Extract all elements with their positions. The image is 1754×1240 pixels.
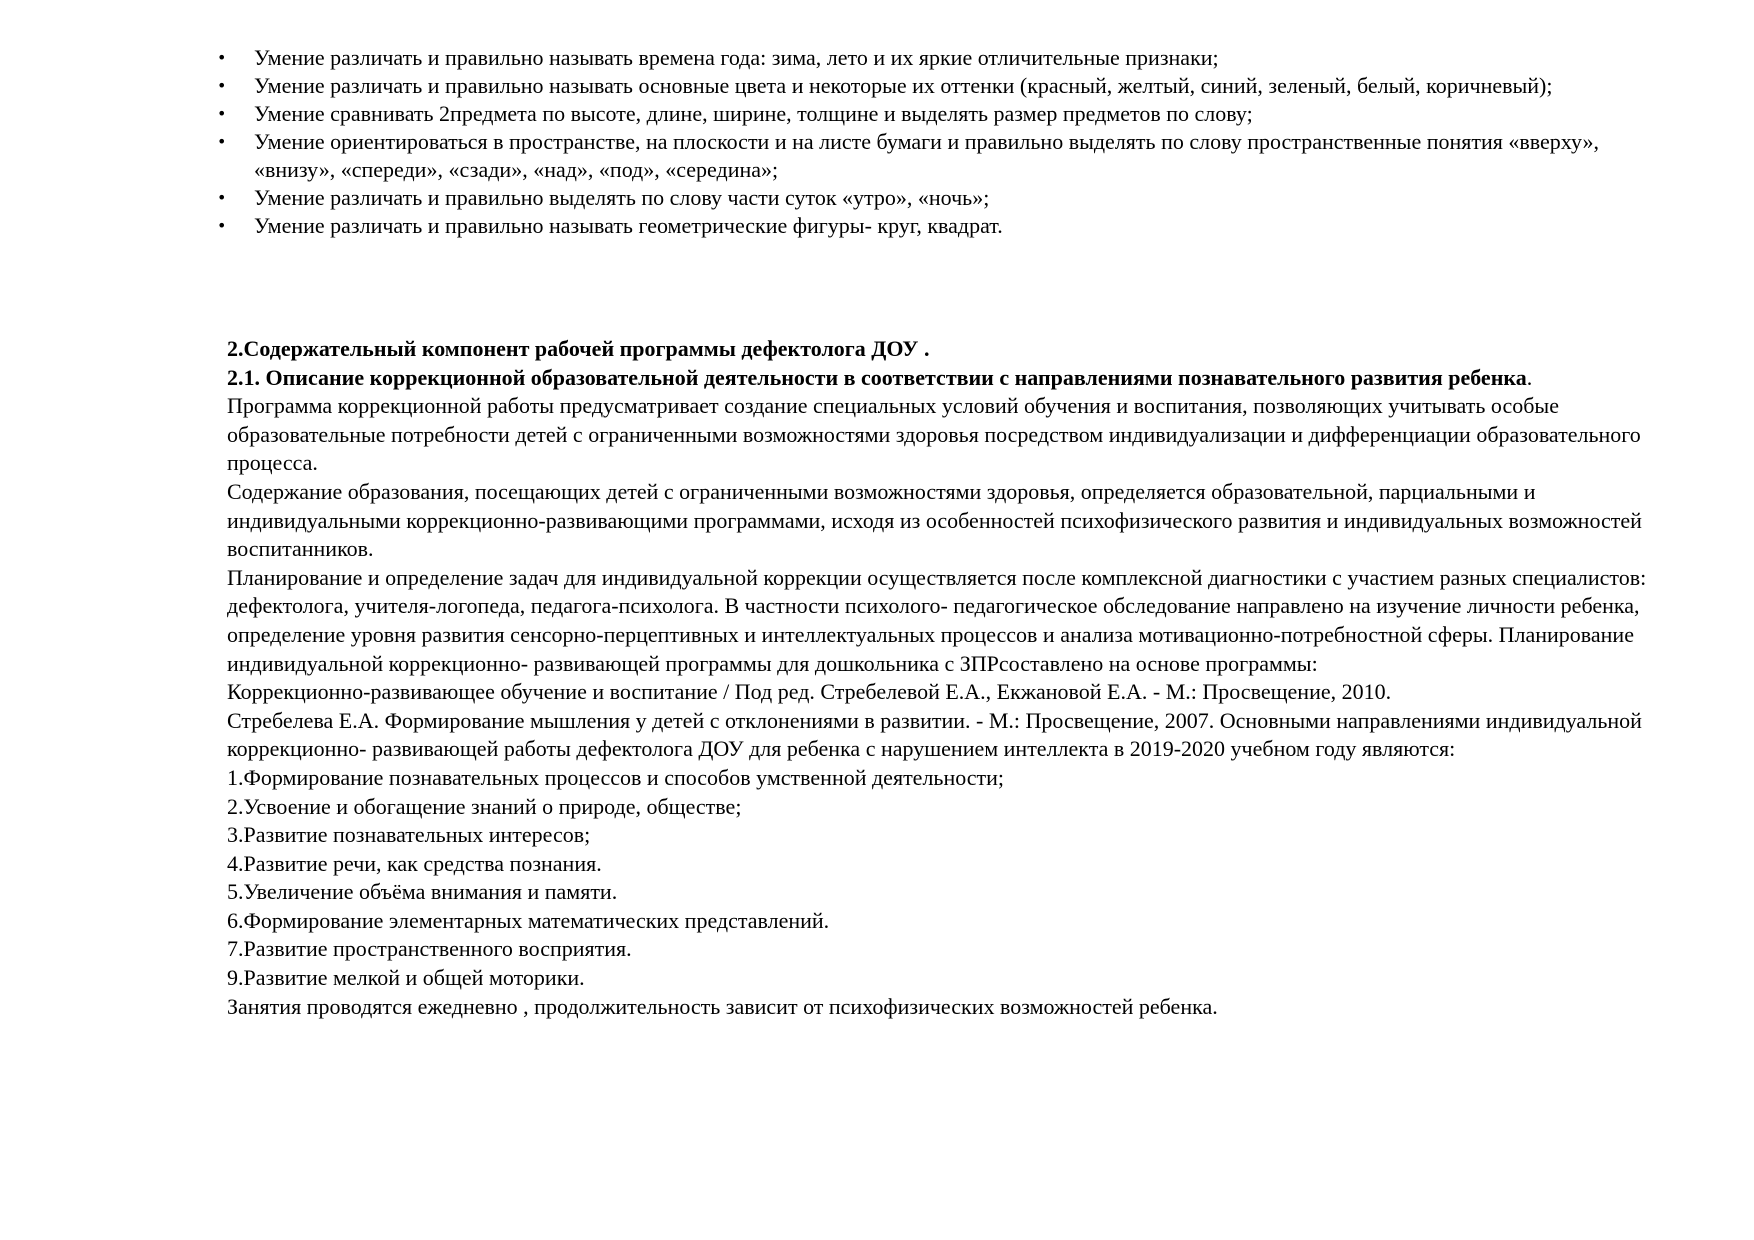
direction-item: 3.Развитие познавательных интересов; — [227, 822, 591, 848]
section-heading: 2.Содержательный компонент рабочей программы дефектолога ДОУ . — [227, 336, 930, 361]
paragraph-reference-2: Стребелева Е.А. Формирование мышления у детей с отклонениями в развитии. - М.: Просвещение, 2007. Основными направлениями индивидуальной коррекционно- развивающей работы дефектолога ДОУ для ребенка с нарушением интеллекта в 2019-2020 учебном году являются: — [227, 707, 1642, 762]
direction-item: 2.Усвоение и обогащение знаний о природе, обществе; — [227, 793, 742, 819]
direction-item: 9.Развитие мелкой и общей моторики. — [227, 965, 585, 991]
section-subheading-bold: 2.1. Описание коррекционной образовательной деятельности в соответствии с направлениями познавательного развития ребенка — [227, 364, 1527, 390]
direction-item: 1.Формирование познавательных процессов и способов умственной деятельности; — [227, 764, 1005, 790]
bullet-item: • Умение сравнивать 2предмета по высоте, длине, ширине, толщине и выделять размер предметов по слову; — [213, 100, 1613, 128]
direction-item: 6.Формирование элементарных математических представлений. — [227, 907, 830, 933]
skills-bullet-list — [213, 44, 1613, 240]
section-subheading — [227, 364, 1647, 393]
direction-item: 4.Развитие речи, как средства познания. — [227, 850, 602, 876]
closing-paragraph: Занятия проводятся ежедневно , продолжительность зависит от психофизических возможностей ребенка. — [227, 993, 1218, 1019]
section-subheading-tail: . — [1526, 364, 1533, 390]
section-content — [227, 335, 1647, 1021]
paragraph-content: Содержание образования, посещающих детей с ограниченными возможностями здоровья, определяется образовательной, парциальными и индивидуальными коррекционно-развивающими программами, исходя из особенностей психофизического развития и индивидуальных возможностей воспитанников. — [227, 478, 1642, 562]
bullet-item: • Умение различать и правильно выделять по слову части суток «утро», «ночь»; — [213, 184, 1613, 212]
bullet-item: • Умение ориентироваться в пространстве, на плоскости и на листе бумаги и правильно выделять по слову пространственные понятия «вверху», «внизу», «спереди», «сзади», «над», «под», «середина»; — [213, 128, 1613, 184]
paragraph-planning: Планирование и определение задач для индивидуальной коррекции осуществляется после комплексной диагностики с участием разных специалистов: дефектолога, учителя-логопеда, педагога-психолога. В частности психолого- педагогическое обследование направлено на изучение личности ребенка, определение уровня развития сенсорно-перцептивных и интеллектуальных процессов и анализа мотивационно-потребностной сферы. Планирование индивидуальной коррекционно- развивающей программы для дошкольника с ЗПРсоставлено на основе программы: — [227, 564, 1647, 676]
direction-item: 5.Увеличение объёма внимания и памяти. — [227, 879, 618, 905]
paragraph-program: Программа коррекционной работы предусматривает создание специальных условий обучения и воспитания, позволяющих учитывать особые образовательные потребности детей с ограниченными возможностями здоровья посредством индивидуализации и дифференциации образовательного процесса. — [227, 393, 1641, 476]
direction-item: 7.Развитие пространственного восприятия. — [227, 936, 632, 962]
bullet-item: • Умение различать и правильно называть геометрические фигуры- круг, квадрат. — [213, 212, 1613, 240]
bullet-item: • Умение различать и правильно называть основные цвета и некоторые их оттенки (красный, желтый, синий, зеленый, белый, коричневый); — [213, 72, 1613, 100]
paragraph-reference-1: Коррекционно-развивающее обучение и воспитание / Под ред. Стребелевой Е.А., Екжановой Е.А. - М.: Просвещение, 2010. — [227, 679, 1392, 705]
bullet-item: • Умение различать и правильно называть времена года: зима, лето и их яркие отличительные признаки; — [213, 44, 1613, 72]
